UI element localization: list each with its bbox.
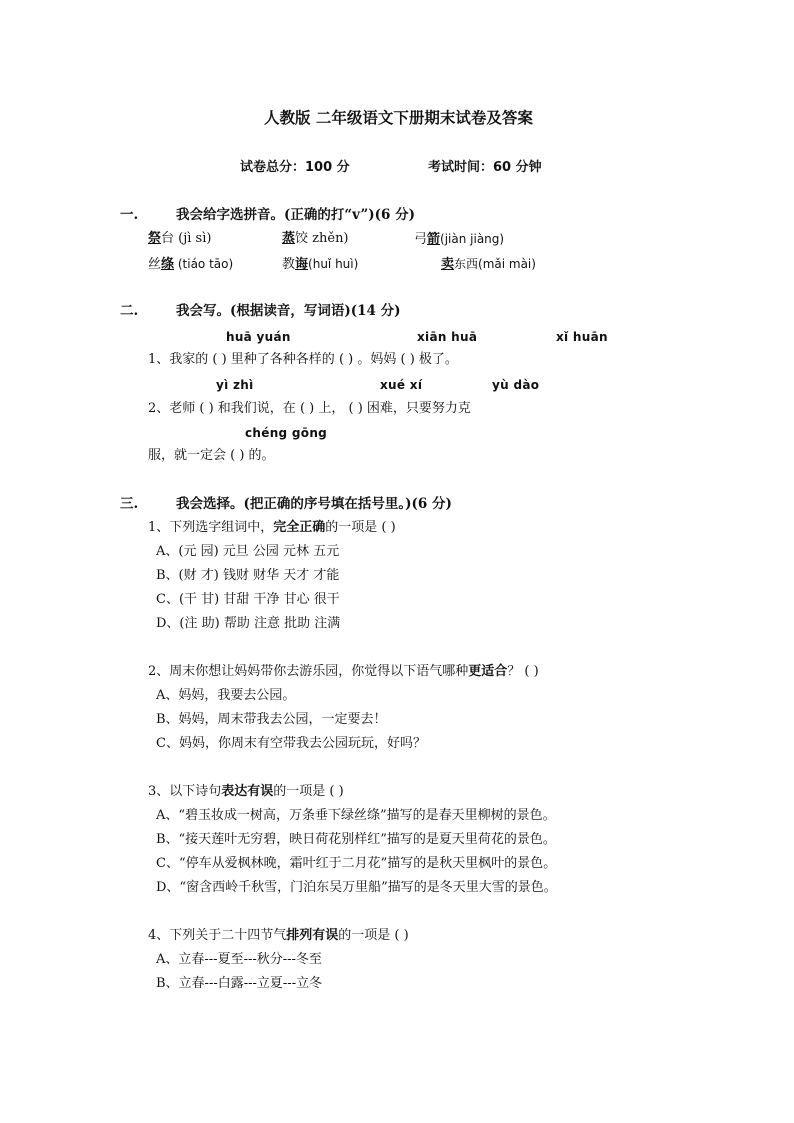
section-2-number: 二. (120, 303, 139, 319)
q3-option-b: B、“接天莲叶无穷碧，映日荷花别样红”描写的是夏天里荷花的景色。 (156, 832, 556, 847)
section-2-title: 我会写。(根据读音，写词语)(14 分) (176, 303, 401, 319)
q2-option-a: A、妈妈，我要去公园。 (156, 688, 296, 703)
fill-line-1: 1、我家的 ( ) 里种了各种各样的 ( ) 。妈妈 ( ) 极了。 (148, 352, 458, 367)
exam-title: 人教版 二年级语文下册期末试卷及答案 (264, 109, 533, 127)
question-4: 4、下列关于二十四节气排列有误的一项是 ( ) (148, 928, 409, 943)
q3-option-c: C、“停车从爱枫林晚，霜叶红于二月花”描写的是秋天里枫叶的景色。 (156, 856, 557, 871)
question-3: 3、以下诗句表达有误的一项是 ( ) (148, 784, 344, 799)
pinyin-xian-hua: xiān huā (417, 330, 478, 344)
pinyin-yu-dao: yù dào (492, 378, 540, 392)
section-3-title: 我会选择。(把正确的序号填在括号里。)(6 分) (176, 496, 452, 512)
s1-item-4: 丝绦 (tiáo tāo) (148, 257, 234, 272)
section-1-number: 一. (120, 207, 139, 223)
pinyin-xue-xi: xué xí (380, 378, 423, 392)
section-1-title: 我会给字选拼音。(正确的打“v”)(6 分) (176, 207, 416, 223)
q1-option-a: A、(元 园) 元旦 公园 元林 五元 (156, 544, 340, 559)
q3-option-a: A、“碧玉妆成一树高，万条垂下绿丝绦”描写的是春天里柳树的景色。 (156, 808, 556, 823)
fill-line-3: 服，就一定会 ( ) 的。 (148, 448, 275, 463)
q1-option-d: D、(注 助) 帮助 注意 批助 注满 (156, 616, 341, 631)
s1-item-3: 弓箭(jiàn jiàng) (414, 232, 505, 247)
q2-option-c: C、妈妈，你周末有空带我去公园玩玩，好吗？ (156, 736, 426, 751)
section-3-number: 三. (120, 496, 139, 512)
pinyin-cheng-gong: chéng gōng (245, 426, 328, 440)
pinyin-xi-huan: xǐ huān (556, 330, 608, 344)
q4-option-a: A、立春---夏至---秋分---冬至 (156, 952, 322, 967)
s1-item-5: 教诲(huǐ huì) (282, 257, 359, 272)
exam-time: 考试时间：60 分钟 (428, 160, 542, 175)
pinyin-hua-yuan: huā yuán (226, 330, 291, 344)
q2-option-b: B、妈妈，周末带我去公园，一定要去！ (156, 712, 387, 727)
q4-option-b: B、立春---白露---立夏---立冬 (156, 976, 323, 991)
fill-line-2: 2、老师 ( ) 和我们说，在 ( ) 上， ( ) 困难，只要努力克 (148, 401, 471, 416)
q3-option-d: D、“窗含西岭千秋雪，门泊东吴万里船”描写的是冬天里大雪的景色。 (156, 880, 557, 895)
question-1: 1、下列选字组词中，完全正确的一项是 ( ) (148, 520, 396, 535)
s1-item-2: 蒸饺 zhěn) (282, 231, 349, 246)
total-score: 试卷总分：100 分 (240, 160, 350, 175)
q1-option-c: C、(干 甘) 甘甜 干净 甘心 很干 (156, 592, 340, 607)
s1-item-6: 卖东西(mǎi mài) (441, 257, 536, 272)
s1-item-1: 祭台 (jì sì) (148, 231, 212, 246)
q1-option-b: B、(财 才) 钱财 财华 天才 才能 (156, 568, 340, 583)
pinyin-yi-zhi: yì zhì (216, 378, 254, 392)
question-2: 2、周末你想让妈妈带你去游乐园，你觉得以下语气哪种更适合？ ( ) (148, 664, 539, 679)
